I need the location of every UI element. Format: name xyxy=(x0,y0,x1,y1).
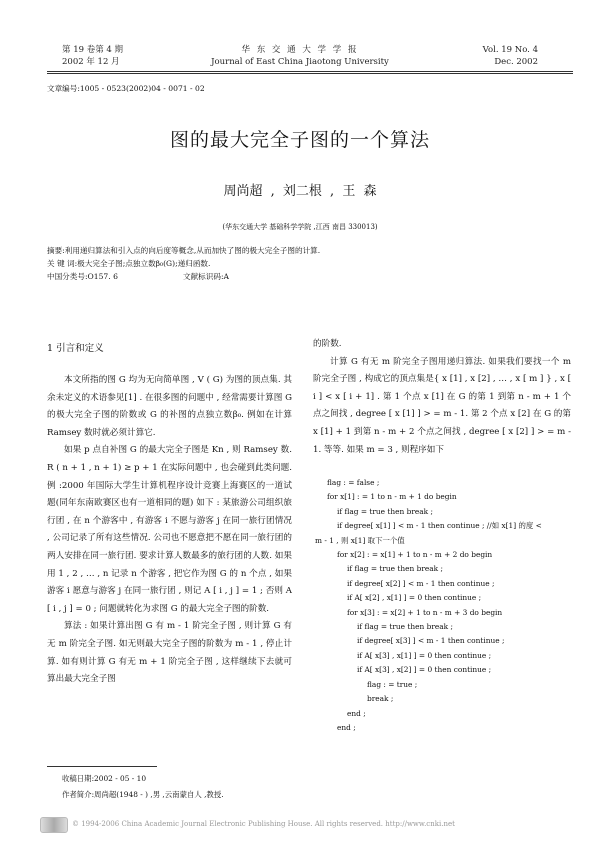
code-line: if A[ x[3] , x[2] ] = 0 then continue ; xyxy=(357,665,492,675)
footnotes xyxy=(62,771,224,803)
article-number: 文章编号:1005 - 0523(2002)04 - 0071 - 02 xyxy=(47,84,205,93)
section-heading: 1 引言和定义 xyxy=(47,343,104,354)
doc-code: 文献标识码:A xyxy=(183,272,230,281)
copyright: © 1994-2006 China Academic Journal Electronic Publishing House. All rights reserved. http://www.cnki.net xyxy=(72,820,455,828)
code-listing xyxy=(315,476,572,735)
header-rule-thin xyxy=(47,73,573,74)
code-line: if A[ x[2] , x[1] ] = 0 then continue ; xyxy=(347,593,482,603)
code-line: m - 1 , 则 x[1] 取下一个值 xyxy=(315,535,405,545)
code-line: if flag = true then break ; xyxy=(357,622,453,632)
paragraph: 算法 : 如果计算出图 G 有 m - 1 阶完全子图 , 则计算 G 有无 m 阶完全子图. 如无则最大完全子图的阶数为 m - 1 , 停止计算. 如有则计算 G 有无 m + 1 阶完全子图 , 这样继续下去就可算出最大完全子图 xyxy=(47,621,292,685)
left-column xyxy=(47,372,292,689)
code-line: end ; xyxy=(347,708,366,718)
code-line: for x[1] : = 1 to n - m + 1 do begin xyxy=(327,492,457,502)
code-line: if flag = true then break ; xyxy=(347,564,443,574)
author-bio: 作者简介:周尚超(1948 - ) ,男 ,云南蒙自人 ,教授. xyxy=(62,790,224,799)
journal-issue: 第 19 卷第 4 期 2002 年 12 月 xyxy=(62,45,124,67)
paragraph: 本文所指的图 G 均为无向简单图 , V ( G) 为图的顶点集. 其余未定义的术语参见[1] . 在很多图的问题中 , 经常需要计算图 G 的极大完全子图的阶数或 G 的补图的点独立数β₀. 例如在计算 Ramsey 数时就必须计算它. xyxy=(47,375,292,438)
paragraph: 如果 p 点自补图 G 的最大完全子图是 Kn , 则 Ramsey 数. R ( n + 1 , n + 1) ≥ p + 1 在实际问题中 , 也会碰到此类问题. 例 :2000 年国际大学生计算机程序设计竞赛上海赛区的一道试题(同年东南欧赛区也有一道相同的题) 如下 : 某旅游公司组织旅行团 , 在 n 个游客中 , 有游客 i 不愿与游客 j 在同一旅行团情况 , 公司记录了所有这些情况. 公司也不愿意把不愿在同一旅行团的两人安排在同一旅行团. 要求计算人数最多的旅行团的人数. 如果用 1 , 2 , … , n 记录 n 个游客 , 把它作为图 G 的 n 个点 , 如果游客 i 愿意与游客 j 在同一旅行团 , 则记 A [ i , j ] = 1 ; 否则 A [ i , j ] = 0 ; 问题就转化为求图 G 的最大完全子图的阶数. xyxy=(47,445,292,614)
paper-title: 图的最大完全子图的一个算法 xyxy=(169,129,430,151)
code-line: break ; xyxy=(367,694,394,704)
code-line: if flag = true then break ; xyxy=(337,506,433,516)
code-line: end ; xyxy=(337,722,356,732)
paragraph: 的阶数. xyxy=(313,339,342,349)
classification: 中国分类号:O157. 6 xyxy=(47,272,118,281)
code-line: if A[ x[3] , x[1] ] = 0 then continue ; xyxy=(357,650,492,660)
code-line: flag : = false ; xyxy=(327,478,380,487)
code-line: for x[3] : = x[2] + 1 to n - m + 3 do begin xyxy=(347,607,503,617)
footnote-rule xyxy=(47,766,157,767)
right-column xyxy=(313,336,571,459)
abstract: 摘要:利用递归算法和引入点的向后度等概念,从而加快了图的极大完全子图的计算. xyxy=(47,246,321,255)
keywords: 关 键 词:极大完全子图;点独立数β₀(G);递归函数. xyxy=(47,259,211,268)
cnki-logo-icon xyxy=(40,817,68,833)
journal-volume: Vol. 19 No. 4 Dec. 2002 xyxy=(482,45,538,67)
code-line: if degree[ x[1] ] < m - 1 then continue ; //如 x[1] 的度 < xyxy=(337,521,542,531)
header-rule xyxy=(47,71,573,72)
paragraph: 计算 G 有无 m 阶完全子图用递归算法. 如果我们要找一个 m 阶完全子图 , 构成它的顶点集是{ x [1] , x [2] , … , x [ m ] } , x [ i ] < x [ i + 1] . 第 1 个点 x [1] 在 G 的第 1 到第 n - m + 1 个点之间找 , degree [ x [1] ] > = m - 1. 第 2 个点 x [2] 在 G 的第 x [1] + 1 到第 n - m + 2 个点之间找 , degree [ x [2] ] > = m - 1. 等等. 如果 m = 3 , 则程序如下 xyxy=(313,356,571,455)
received-date: 收稿日期:2002 - 05 - 10 xyxy=(62,774,147,783)
code-line: for x[2] : = x[1] + 1 to n - m + 2 do begin xyxy=(337,550,493,560)
code-line: if degree[ x[2] ] < m - 1 then continue ; xyxy=(347,578,495,588)
code-line: if degree[ x[3] ] < m - 1 then continue ; xyxy=(357,636,505,646)
authors: 周尚超 , 刘二根 , 王 森 xyxy=(223,184,377,199)
code-line: flag : = true ; xyxy=(367,679,418,689)
journal-name: 华 东 交 通 大 学 学 报 Journal of East China Jiaotong University xyxy=(211,45,389,67)
abstract-block xyxy=(47,244,567,283)
affiliation: (华东交通大学 基础科学学院 ,江西 南昌 330013) xyxy=(222,223,378,231)
